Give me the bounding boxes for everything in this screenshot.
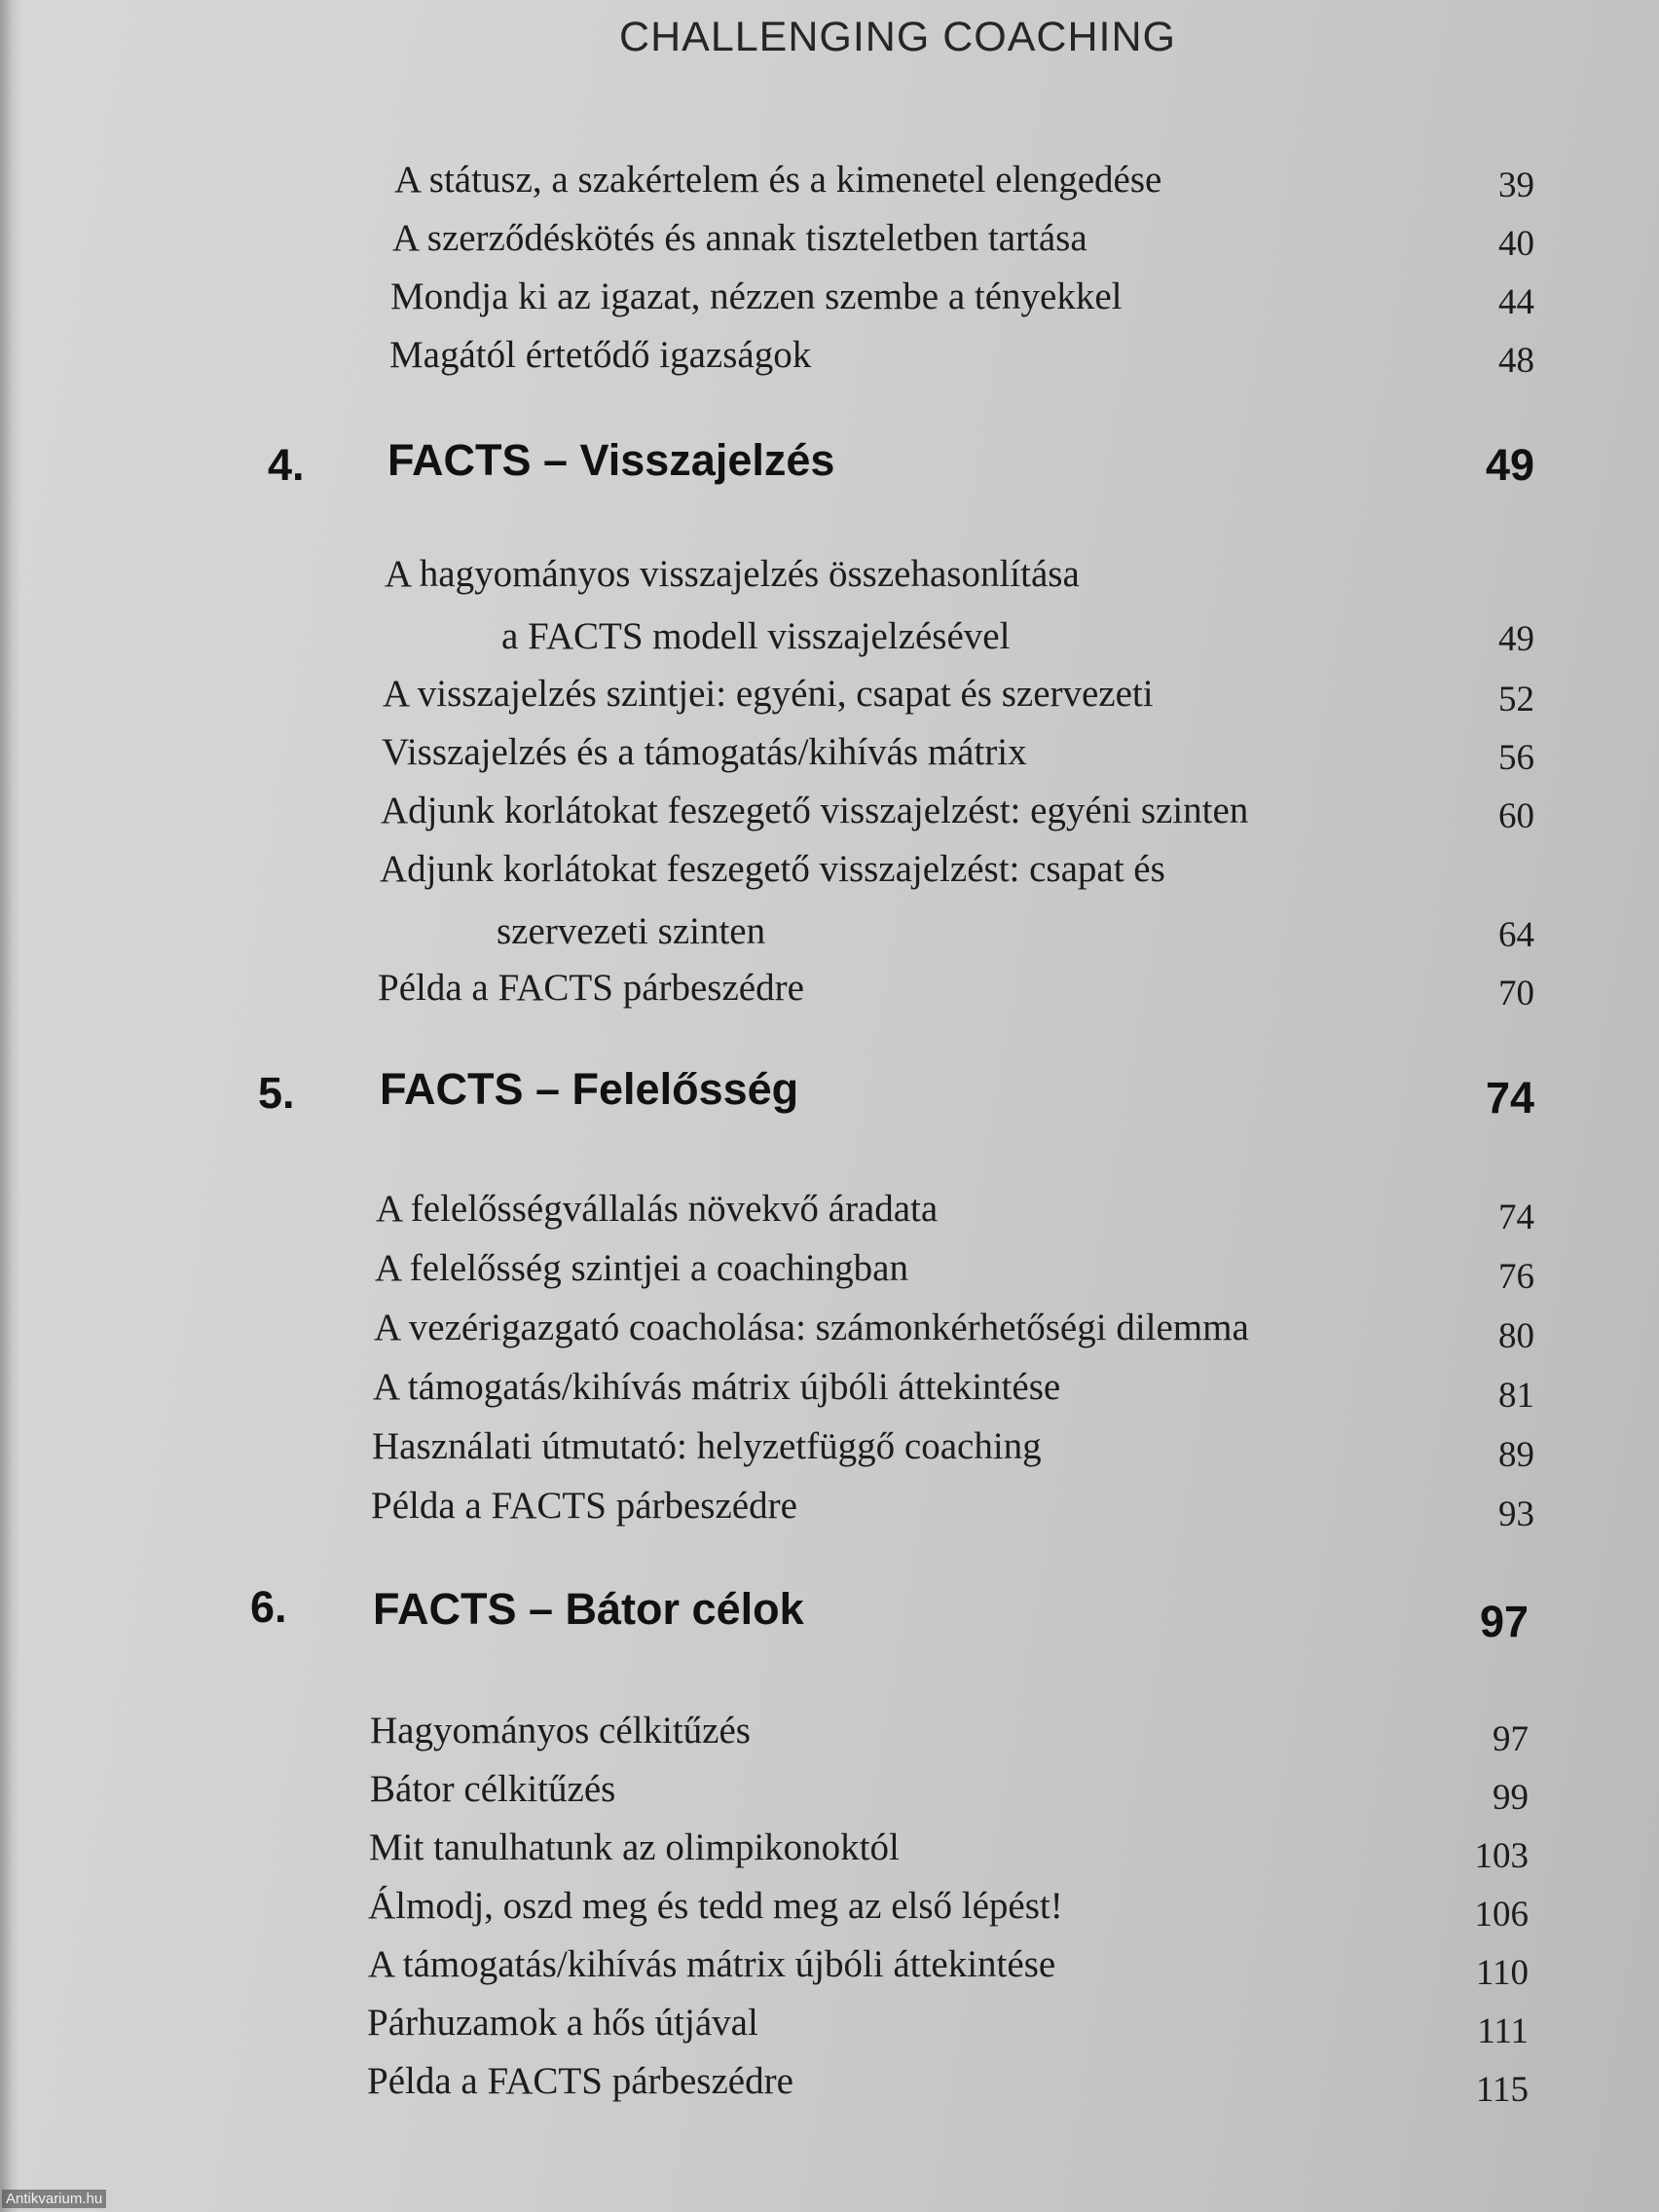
toc-entry-page: 81	[1498, 1376, 1534, 1416]
toc-entry-title: Mit tanulhatunk az olimpikonoktól	[369, 1826, 900, 1868]
running-head: CHALLENGING COACHING	[619, 14, 1176, 60]
toc-entry-title: A felelősség szintjei a coachingban	[375, 1247, 908, 1289]
toc-entry-page: 106	[1474, 1895, 1529, 1935]
toc-entry-title: Álmodj, oszd meg és tedd meg az első lépést!	[368, 1885, 1063, 1927]
toc-entry-page: 40	[1498, 224, 1534, 264]
chapter-title: FACTS – Bátor célok	[373, 1584, 804, 1634]
chapter-number: 6.	[250, 1582, 287, 1632]
toc-entry-page: 97	[1493, 1719, 1529, 1759]
toc-entry-title: Hagyományos célkitűzés	[370, 1710, 751, 1751]
toc-entry-page: 111	[1477, 2011, 1529, 2051]
toc-entry-page: 80	[1498, 1316, 1534, 1356]
toc-entry-page: 76	[1498, 1257, 1534, 1297]
toc-entry-page: 74	[1498, 1198, 1534, 1237]
toc-entry-title	[385, 553, 1080, 657]
toc-entry-title: Adjunk korlátokat feszegető visszajelzést: egyéni szinten	[381, 790, 1249, 831]
toc-entry-title: Párhuzamok a hős útjával	[367, 2002, 758, 2044]
toc-entry-title	[380, 848, 1165, 952]
toc-entry-page: 48	[1498, 341, 1534, 381]
chapter-number: 4.	[268, 440, 305, 490]
toc-entry-page: 39	[1498, 166, 1534, 205]
toc-entry-title-text: A hagyományos visszajelzés összehasonlítása	[385, 553, 1080, 595]
toc-entry-title: A felelősségvállalás növekvő áradata	[376, 1188, 939, 1230]
page-edge	[0, 0, 21, 2212]
chapter-page: 74	[1485, 1073, 1534, 1123]
toc-entry-page: 56	[1498, 738, 1534, 778]
toc-entry-page: 49	[1498, 619, 1534, 659]
toc-entry-page: 99	[1493, 1778, 1529, 1818]
chapter-page: 97	[1479, 1597, 1529, 1646]
toc-entry-page: 60	[1498, 796, 1534, 836]
chapter-page: 49	[1485, 440, 1534, 490]
chapter-number: 5.	[258, 1068, 295, 1118]
toc-entry-page: 103	[1474, 1836, 1529, 1876]
toc-entry-page: 70	[1498, 974, 1534, 1014]
toc-entry-title-continuation: szervezeti szinten	[497, 910, 766, 952]
toc-entry-page: 110	[1475, 1953, 1529, 1993]
toc-entry-title: A státusz, a szakértelem és a kimenetel elengedése	[394, 159, 1162, 201]
toc-entry-title: Példa a FACTS párbeszédre	[371, 1485, 797, 1527]
toc-entry-page: 52	[1498, 680, 1534, 719]
chapter-title: FACTS – Visszajelzés	[387, 435, 835, 485]
toc-entry-title: A vezérigazgató coacholása: számonkérhetőségi dilemma	[374, 1307, 1249, 1348]
toc-entry-page: 44	[1498, 282, 1534, 322]
toc-entry-title-continuation: a FACTS modell visszajelzésével	[501, 615, 1011, 657]
toc-entry-title: Használati útmutató: helyzetfüggő coaching	[372, 1425, 1042, 1467]
toc-entry-title: Magától értetődő igazságok	[389, 334, 812, 376]
toc-entry-title: A szerződéskötés és annak tiszteletben tartása	[392, 217, 1088, 259]
toc-entry-title: A visszajelzés szintjei: egyéni, csapat és szervezeti	[383, 673, 1154, 715]
toc-entry-title: A támogatás/kihívás mátrix újbóli áttekintése	[373, 1366, 1061, 1408]
toc-entry-title: Példa a FACTS párbeszédre	[367, 2060, 793, 2102]
toc-entry-page: 93	[1498, 1494, 1534, 1534]
toc-entry-page: 89	[1498, 1435, 1534, 1475]
watermark: Antikvarium.hu	[2, 2190, 106, 2208]
toc-entry-title: A támogatás/kihívás mátrix újbóli áttekintése	[368, 1943, 1056, 1985]
toc-entry-title: Visszajelzés és a támogatás/kihívás mátrix	[382, 731, 1027, 773]
chapter-title: FACTS – Felelősség	[380, 1064, 799, 1114]
toc-entry-page: 64	[1498, 915, 1534, 955]
toc-entry-title: Példa a FACTS párbeszédre	[378, 967, 804, 1009]
toc-entry-page: 115	[1475, 2070, 1529, 2110]
toc-entry-title: Bátor célkitűzés	[370, 1768, 616, 1810]
toc-entry-title-text: Adjunk korlátokat feszegető visszajelzést: csapat és	[380, 848, 1165, 890]
toc-entry-title: Mondja ki az igazat, nézzen szembe a tényekkel	[390, 276, 1123, 317]
